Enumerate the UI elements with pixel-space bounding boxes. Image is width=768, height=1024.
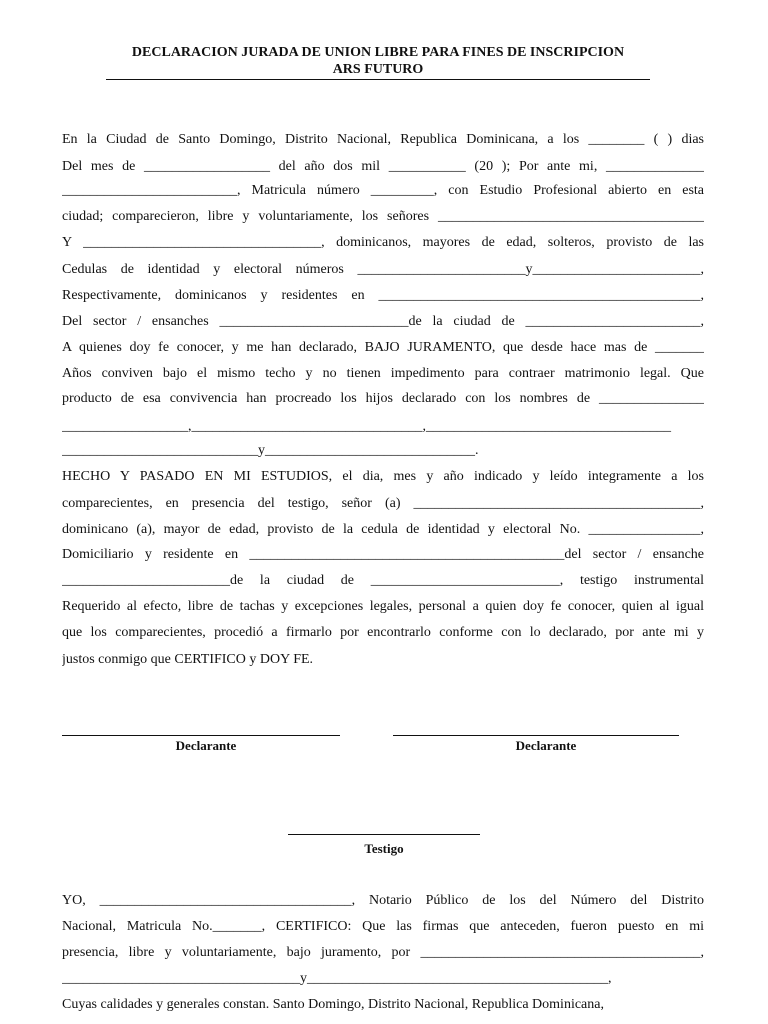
declarante-1-label: Declarante: [175, 738, 237, 753]
body-line: Domiciliario y residente en _____________________________________________del sector / ensanche: [62, 547, 704, 562]
body-line: que los comparecientes, procedió a firmarlo por encontrarlo conforme con lo declarado, por ante mi y: [62, 625, 704, 640]
body-line: __________________,_________________________________,___________________________________: [62, 419, 671, 434]
body-line: Requerido al efecto, libre de tachas y excepciones legales, personal a quien doy fe conocer, quien al igual: [62, 599, 704, 614]
document-title: [106, 44, 650, 80]
body-line: ________________________de la ciudad de ___________________________, testigo instrumental: [62, 573, 704, 588]
body-line: producto de esa convivencia han procreado los hijos declarado con los nombres de _______________: [62, 391, 704, 406]
notary-line: Nacional, Matricula No._______, CERTIFICO: Que las firmas que anteceden, fueron puesto en mi: [62, 919, 704, 934]
declarante-2-label: Declarante: [515, 738, 577, 753]
testigo-label: Testigo: [364, 841, 404, 856]
body-line: Respectivamente, dominicanos y residentes en ______________________________________________,: [62, 288, 704, 303]
body-line: HECHO Y PASADO EN MI ESTUDIOS, el dia, mes y año indicado y leído integramente a los: [62, 469, 704, 484]
body-line: justos conmigo que CERTIFICO y DOY FE.: [62, 652, 314, 667]
title-line-1: DECLARACION JURADA DE UNION LIBRE PARA FINES DE INSCRIPCION: [131, 45, 625, 60]
body-line: comparecientes, en presencia del testigo, señor (a) _________________________________________,: [62, 496, 704, 511]
body-line: ____________________________y______________________________.: [62, 443, 479, 458]
body-line: Cedulas de identidad y electoral números ________________________y________________________,: [62, 262, 704, 277]
notary-line: presencia, libre y voluntariamente, bajo juramento, por ________________________________________,: [62, 945, 704, 960]
title-line-2: ARS FUTURO: [332, 62, 424, 77]
notary-line: Cuyas calidades y generales constan. Santo Domingo, Distrito Nacional, Republica Dominicana,: [62, 997, 604, 1012]
body-line: A quienes doy fe conocer, y me han declarado, BAJO JURAMENTO, que desde hace mas de _______: [62, 340, 704, 355]
testigo-signature-line: [288, 834, 480, 835]
body-line: _________________________, Matricula número _________, con Estudio Profesional abierto en esta: [62, 183, 704, 198]
body-line: Y __________________________________, dominicanos, mayores de edad, solteros, provisto de las: [62, 235, 704, 250]
notary-line: YO, ____________________________________, Notario Público de los del Número del Distrito: [62, 893, 704, 908]
body-line: Del mes de __________________ del año dos mil ___________ (20 ); Por ante mi, ______________: [62, 159, 704, 174]
body-line: ciudad; comparecieron, libre y voluntariamente, los señores ______________________________________: [62, 209, 704, 224]
body-line: dominicano (a), mayor de edad, provisto de la cedula de identidad y electoral No. ________________,: [62, 522, 704, 537]
body-line: En la Ciudad de Santo Domingo, Distrito Nacional, Republica Dominicana, a los ________ ( ) dias: [62, 132, 704, 147]
body-line: Años conviven bajo el mismo techo y no tienen impedimento para contraer matrimonio legal. Que: [62, 366, 704, 381]
notary-line: __________________________________y___________________________________________,: [62, 971, 612, 986]
declarante-2-signature-line: [393, 735, 679, 736]
body-line: Del sector / ensanches ___________________________de la ciudad de _________________________,: [62, 314, 704, 329]
declarante-1-signature-line: [62, 735, 340, 736]
